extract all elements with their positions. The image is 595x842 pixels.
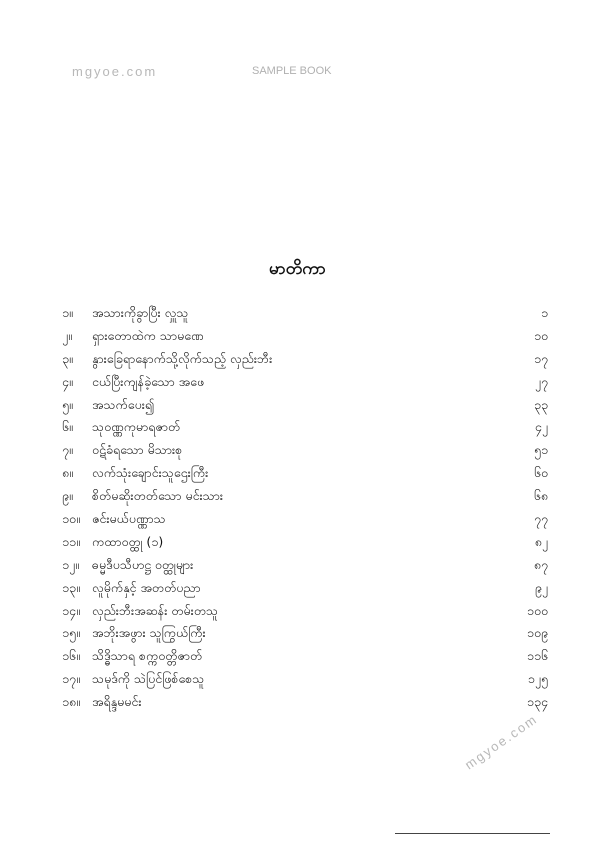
toc-entry-page: ၇၇	[533, 511, 548, 527]
toc-entry-num: ၇။	[62, 442, 73, 458]
toc-entry-text: သိဒ္ဓိသာရ စက္ကဝတ္တိဇာတ်	[92, 648, 203, 664]
toc-entry-num: ၁၀။	[62, 511, 80, 527]
toc-entry-page: ၁၀၉	[526, 625, 548, 641]
toc-entry-text: ဇင်းမယ်ပဏ္ဏာသ	[92, 511, 166, 527]
toc-entry-page: ၉၂	[534, 579, 548, 595]
toc-entry-text: အသားကိုခွာပြီး လှူသူ	[92, 305, 189, 320]
toc-entry-page: ၁၃၄	[526, 694, 548, 710]
toc-entry-page: ၆၀	[533, 465, 548, 481]
watermark-diagonal: mgyoe.com	[462, 711, 541, 773]
toc-entry-num: ၁၃။	[62, 579, 80, 595]
toc-entry-text: ဓမ္မဒီပသီဟဋ္ဌ ဝတ္ထုများ	[92, 556, 194, 572]
toc-entry-num: ၁။	[62, 305, 73, 320]
table-of-contents	[62, 305, 548, 717]
toc-entry-page: ၁၂၅	[527, 671, 548, 687]
toc-entry-num: ၁၂။	[62, 556, 79, 572]
toc-entry-text: အသက်ပေး၍	[92, 396, 155, 412]
toc-entry-page: ၅၁	[533, 442, 548, 458]
toc-entry-page: ၁၁၆	[526, 648, 548, 664]
toc-entry-page: ၃၃	[533, 396, 548, 412]
toc-entry	[62, 328, 548, 351]
toc-entry-text: စိတ်မဆိုးတတ်သော မင်းသား	[92, 488, 224, 504]
toc-entry-page: ၈၂	[534, 533, 548, 549]
toc-entry-text: သမုဒ်ကို သဲပြင်ဖြစ်စေသူ	[92, 671, 205, 687]
toc-entry	[62, 442, 548, 465]
toc-entry-text: အဘိုးအဖွား သူကြွယ်ကြီး	[92, 625, 206, 641]
toc-entry	[62, 465, 548, 488]
toc-entry-num: ၁၆။	[62, 648, 80, 664]
toc-entry	[62, 511, 548, 534]
toc-entry	[62, 603, 548, 626]
toc-entry-num: ၁၁။	[62, 533, 80, 549]
toc-entry-text: ရှားတောထဲက သာမဏေ	[92, 327, 204, 343]
toc-entry-num: ၁၈။	[62, 694, 80, 710]
toc-entry-num: ၁၇။	[62, 671, 80, 687]
toc-entry	[62, 557, 548, 580]
toc-entry	[62, 419, 548, 442]
toc-entry-page: ၆၈	[533, 488, 548, 504]
toc-entry-text: လှည်းဘီးအဆန်း တမ်းတသူ	[92, 602, 219, 618]
toc-entry-page: ၁	[540, 305, 548, 320]
watermark-top: mgyoe.com	[72, 64, 158, 79]
toc-entry-num: ၈။	[62, 465, 73, 481]
toc-entry-text: ငယ်ပြီးကျန်ခဲ့သော အဖေ	[92, 373, 205, 389]
toc-entry	[62, 534, 548, 557]
toc-entry-text: အရိန္ဒမမင်း	[92, 694, 142, 710]
toc-entry-text: ဝဋ်ခံရသော မိသားစု	[92, 442, 183, 458]
toc-entry	[62, 488, 548, 511]
sample-book-label: SAMPLE BOOK	[252, 65, 332, 77]
toc-entry-page: ၁၀၀	[526, 602, 548, 618]
toc-entry	[62, 671, 548, 694]
toc-entry-num: ၂။	[62, 327, 72, 343]
toc-entry-page: ၁၀	[533, 327, 548, 343]
toc-entry-text: လူမိုက်နှင့် အတတ်ပညာ	[92, 579, 201, 595]
toc-entry	[62, 694, 548, 717]
toc-entry-num: ၉။	[62, 488, 73, 504]
toc-entry-num: ၆။	[62, 419, 73, 435]
toc-entry-num: ၄။	[62, 373, 73, 389]
toc-entry-text: ကထာဝတ္ထု (၁)	[92, 533, 164, 549]
toc-entry	[62, 625, 548, 648]
toc-entry-page: ၂၇	[534, 373, 548, 389]
toc-entry-page: ၄၂	[534, 419, 548, 435]
toc-entry-num: ၃။	[62, 350, 73, 366]
toc-entry	[62, 397, 548, 420]
toc-entry-num: ၁၅။	[62, 625, 80, 641]
bottom-rule	[395, 833, 550, 834]
toc-entry-page: ၁၇	[533, 350, 548, 366]
toc-entry-num: ၅။	[62, 396, 73, 412]
toc-entry-num: ၁၄။	[62, 602, 80, 618]
toc-entry	[62, 580, 548, 603]
page-title: မာတိကာ	[269, 259, 326, 279]
toc-entry	[62, 305, 548, 328]
toc-entry	[62, 648, 548, 671]
toc-entry-text: နွားခြေရာနောက်သို့လိုက်သည့် လှည်းဘီး	[92, 350, 273, 366]
toc-entry	[62, 374, 548, 397]
toc-entry	[62, 351, 548, 374]
toc-entry-text: လက်သုံးချောင်းသူဌေးကြီး	[92, 465, 209, 481]
toc-entry-page: ၈၇	[533, 556, 548, 572]
toc-entry-text: သုဝဏ္ဏကုမာရဇာတ်	[92, 419, 181, 435]
